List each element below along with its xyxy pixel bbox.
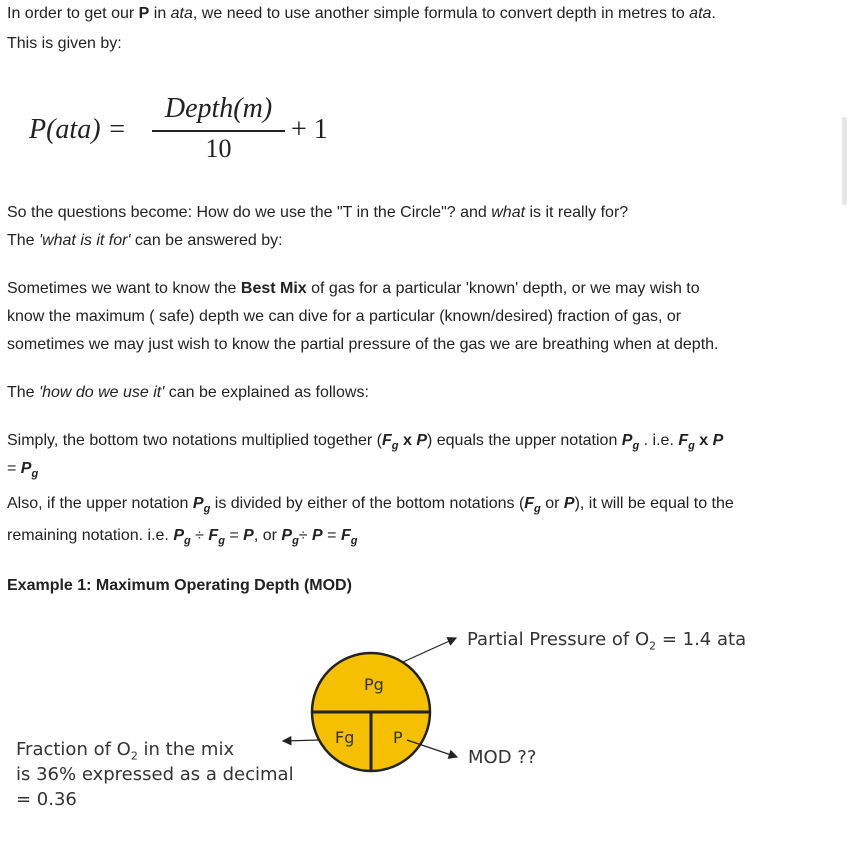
formula-denominator: 10	[205, 134, 232, 163]
circle-label-fg: Fg	[335, 728, 355, 747]
intro-line-2: This is given by:	[7, 35, 122, 52]
para-line-3: sometimes we may just wish to know the partial pressure of the gas we are breathing when at depth.	[7, 336, 719, 353]
simply-line-1: Simply, the bottom two notations multiplied together ($F_g$ x P) equals the upper notation $P_g$ . i.e. $F_g$ x P	[7, 432, 724, 453]
arrow-to-fraction	[283, 740, 320, 741]
scrollbar[interactable]	[842, 117, 847, 205]
partial-pressure-label: Partial Pressure of $O_2 = 1.4$ ata	[467, 629, 747, 653]
formula-plus-one: + 1	[291, 114, 328, 145]
para-line-1: Sometimes we want to know the Best Mix of gas for a particular 'known' depth, or we may wish to	[7, 280, 700, 297]
mod-label: MOD ??	[468, 747, 537, 768]
simply-line-2: = $P_g$	[7, 460, 39, 481]
questions-line-1: So the questions become: How do we use the "T in the Circle"? and what is it really for?	[7, 204, 629, 221]
arrow-to-partial-pressure	[403, 638, 456, 662]
howuse-line: The 'how do we use it' can be explained as follows:	[7, 384, 369, 401]
circle-label-p: P	[393, 728, 403, 747]
intro-line-1: In order to get our P in ata, we need to use another simple formula to convert depth in metres to ata.	[7, 5, 716, 22]
also-line-2: remaining notation. i.e. $P_g \div F_g = P$, or $P_g\div P = F_g$	[7, 527, 358, 548]
para-line-2: know the maximum ( safe) depth we can dive for a particular (known/desired) fraction of gas, or	[7, 308, 682, 325]
circle-label-pg: Pg	[364, 675, 384, 694]
fraction-label-line-1: Fraction of $O_2$ in the mix	[16, 739, 235, 763]
fraction-label-line-2: is 36% expressed as a decimal	[16, 764, 294, 785]
questions-line-2: The 'what is it for' can be answered by:	[7, 232, 283, 249]
fraction-bar	[152, 130, 285, 132]
formula-lhs: P(ata) =	[29, 114, 127, 145]
t-in-circle-diagram	[0, 600, 847, 847]
fraction-label-line-3: = 0.36	[16, 789, 77, 810]
formula-numerator: Depth(m)	[164, 93, 273, 124]
also-line-1: Also, if the upper notation $P_g$ is divided by either of the bottom notations ($F_g$ or P), it will be equal to the	[7, 495, 734, 516]
example-title: Example 1: Maximum Operating Depth (MOD)	[7, 577, 352, 594]
